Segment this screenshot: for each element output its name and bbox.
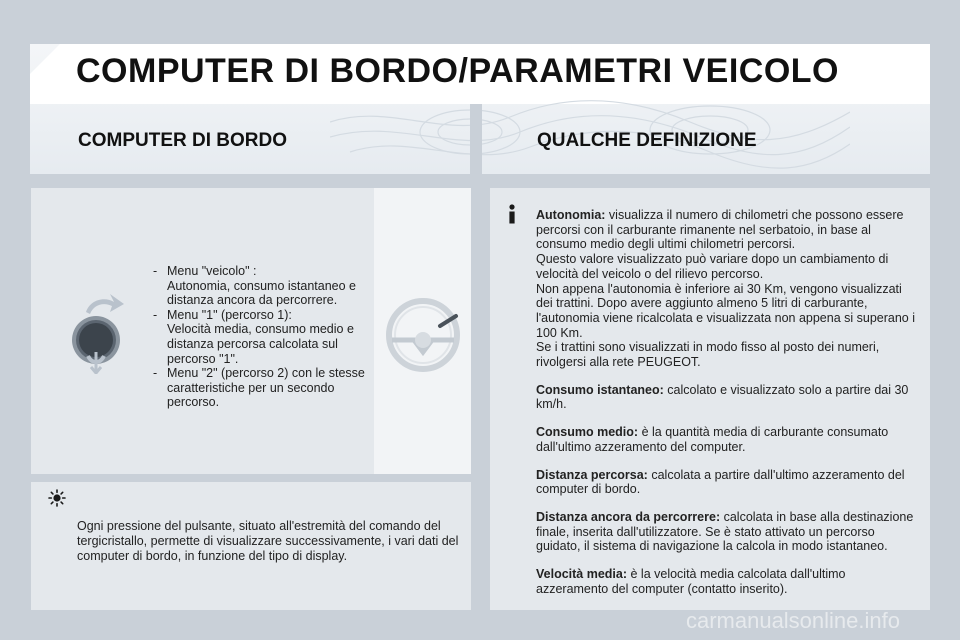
definition-distanza-percorsa: [536, 468, 921, 497]
definition-extra: Questo valore visualizzato può variare dopo un cambiamento di velocità del veicolo o del rilievo percorso.: [536, 252, 889, 281]
definition-distanza-ancora: [536, 510, 921, 554]
definition-text: calcolata in base alla destinazione finale, inserita dall'utilizzatore. Se è stato attivato un percorso guidato, il sistema di navigazione la calcola in modo istantaneo.: [536, 509, 914, 554]
list-item: [146, 366, 370, 410]
list-item: [146, 308, 370, 366]
definition-term: Distanza percorsa:: [536, 467, 648, 482]
definition-text: visualizza il numero di chilometri che possono essere percorsi con il carburante rimanente nel serbatoio, in base al consumo medio degli ultimi chilometri percorsi.: [536, 208, 904, 252]
definition-term: Consumo istantaneo:: [536, 382, 664, 397]
definition-term: Autonomia:: [536, 208, 606, 222]
rotary-knob-icon: [64, 290, 128, 374]
definition-text: calcolato e visualizzato solo a partire dai 30 km/h.: [536, 382, 909, 412]
menu-item-desc: Velocità media, consumo medio e distanza percorsa calcolata sul percorso "1".: [167, 322, 354, 366]
definition-text: calcolata a partire dall'ultimo azzeramento del computer di bordo.: [536, 467, 905, 497]
definition-text: è la quantità media di carburante consumato dall'ultimo azzeramento del computer.: [536, 425, 889, 454]
definition-text: è la velocità media calcolata dall'ultimo azzeramento del computer (contatto inserito).: [536, 567, 846, 596]
watermark: carmanualsonline.info: [685, 608, 900, 633]
definition-consumo-istantaneo: [536, 383, 921, 412]
menu-item-title: Menu "2" (percorso 2) con le stesse caratteristiche per un secondo percorso.: [167, 366, 365, 410]
list-item: [146, 264, 370, 308]
info-icon: [504, 204, 520, 224]
definition-term: Distanza ancora da percorrere:: [536, 509, 721, 524]
definition-extra: Non appena l'autonomia è inferiore ai 30 Km, vengono visualizzati dei trattini. Dopo avere aggiunto almeno 5 litri di carburante, l'autonomia viene ricalcolata e visualizzata non appena si superano i 100 Km.: [536, 281, 916, 340]
note-text: Ogni pressione del pulsante, situato all'estremità del comando del tergicristallo, permette di visualizzare successivamente, i vari dati del computer di bordo, in funzione del tipo di display.: [77, 519, 459, 563]
menu-list: [146, 264, 370, 410]
sun-icon: [48, 489, 66, 507]
definitions-list: [536, 208, 921, 609]
definition-velocita-media: [536, 567, 921, 596]
definition-extra: Se i trattini sono visualizzati in modo fisso al posto dei numeri, rivolgersi alla rete PEUGEOT.: [536, 340, 880, 370]
menu-item-title: Menu "1" (percorso 1):: [167, 307, 292, 322]
definition-term: Consumo medio:: [536, 425, 639, 440]
definition-autonomia: [536, 208, 921, 370]
definition-term: Velocità media:: [536, 567, 628, 582]
menu-item-desc: Autonomia, consumo istantaneo e distanza ancora da percorrere.: [167, 278, 357, 308]
definition-consumo-medio: [536, 425, 921, 454]
header-divider: [470, 104, 482, 174]
menu-item-title: Menu "veicolo" :: [167, 264, 257, 278]
steering-wheel-icon: [384, 296, 462, 374]
section-title-right: QUALCHE DEFINIZIONE: [537, 130, 757, 151]
page-title: COMPUTER DI BORDO/PARAMETRI VEICOLO: [76, 52, 839, 90]
section-title-left: COMPUTER DI BORDO: [78, 130, 287, 151]
